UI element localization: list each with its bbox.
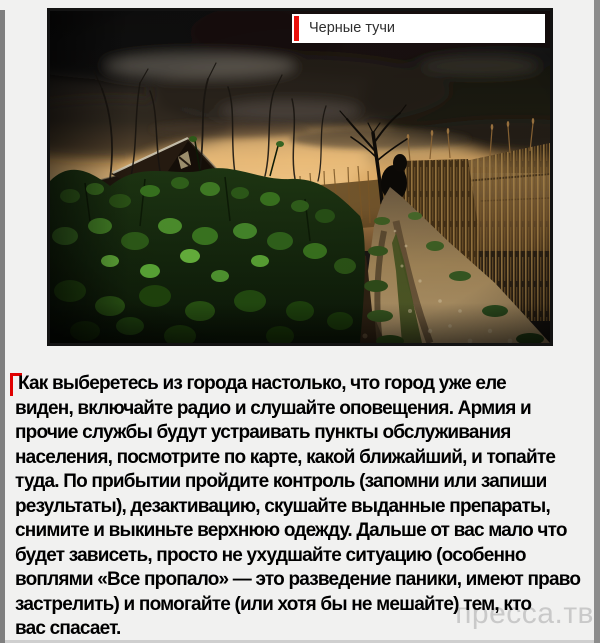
storm-landscape-photo <box>47 8 553 346</box>
paragraph-line: туда. По прибытии пройдите контроль (запомни или запиши <box>15 471 547 493</box>
paragraph-line: виден, включайте радио и слушайте оповещения. Армия и <box>15 397 531 419</box>
paragraph-line: Как выберетесь из города настолько, что город уже еле <box>18 373 506 394</box>
caption-red-accent-bar <box>294 16 299 41</box>
paragraph-line: застрелить) и помогайте (или хотя бы не мешайте) тем, кто <box>15 593 532 615</box>
photo-caption-box <box>292 14 545 43</box>
paragraph-line: будет зависеть, просто не ухудшайте ситуацию (особенно <box>15 544 526 566</box>
paragraph-line: населения, посмотрите по карте, какой ближайший, и топайте <box>15 446 556 468</box>
paragraph-line: результаты), дезактивацию, скушайте выданные препараты, <box>15 495 550 517</box>
paragraph-line: прочие службы будут устраивать пункты обслуживания <box>15 422 511 444</box>
paragraph-line: воплями «Все пропало» — это разведение паники, имеют право <box>15 569 581 591</box>
paragraph-line: снимите и выкиньте верхнюю одежду. Дальше от вас мало что <box>15 520 567 542</box>
photo-caption-label: Черные тучи <box>309 20 396 36</box>
watermark-text: пресса.тв <box>455 597 594 630</box>
landscape-illustration <box>50 11 550 343</box>
left-rail <box>0 10 5 643</box>
paragraph-line: вас спасает. <box>15 618 121 640</box>
article-paragraph <box>15 372 597 642</box>
